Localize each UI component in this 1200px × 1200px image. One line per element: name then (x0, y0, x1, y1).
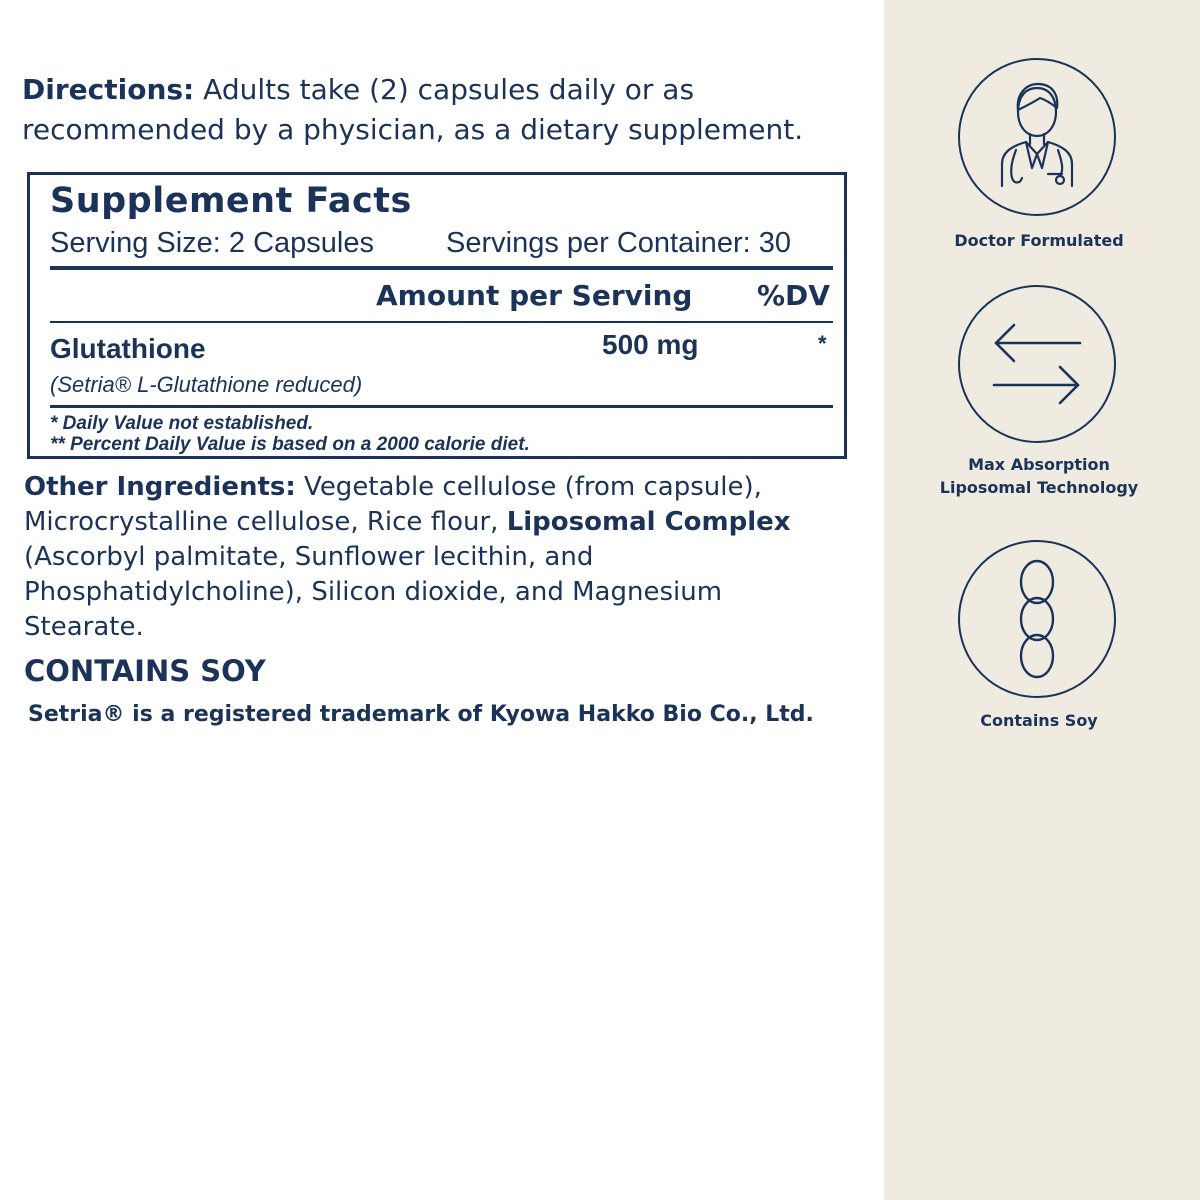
dv-header: %DV (757, 279, 830, 312)
footnote-percent-dv: ** Percent Daily Value is based on a 2000 calorie diet. (50, 434, 530, 455)
other-ingredients-label: Other Ingredients: (24, 472, 296, 502)
exchange-arrows-icon (960, 287, 1114, 441)
doctor-formulated-label (900, 229, 1178, 252)
soy-badge (958, 540, 1116, 698)
other-ingredients-text (24, 470, 844, 645)
doctor-badge (958, 58, 1116, 216)
directions-label: Directions: (22, 73, 195, 106)
max-absorption-label (900, 453, 1178, 499)
allergen-statement: CONTAINS SOY (24, 654, 266, 688)
amount-per-serving-header: Amount per Serving (376, 279, 693, 312)
other-ingredients-part-1: Vegetable cellulose (from capsule), Microcrystalline cellulose, Rice flour, (24, 472, 762, 537)
facts-divider-bottom (50, 405, 833, 408)
facts-divider-header (50, 321, 833, 323)
contains-soy-line-1: Contains Soy (980, 711, 1098, 730)
footnote-daily-value: * Daily Value not established. (50, 413, 314, 434)
ingredient-amount: 500 mg (602, 329, 699, 360)
ingredient-dv: * (818, 331, 827, 356)
other-ingredients-part-2: (Ascorbyl palmitate, Sunflower lecithin, and Phosphatidylcholine), Silicon dioxide, and Magnesium Stearate. (24, 542, 723, 642)
liposomal-complex-label: Liposomal Complex (506, 507, 791, 537)
facts-divider-thick (50, 266, 833, 270)
supplement-facts-panel (27, 172, 847, 459)
doctor-icon (960, 60, 1114, 214)
ingredient-name: Glutathione (50, 333, 206, 364)
max-absorption-line-1: Max Absorption (968, 455, 1110, 474)
servings-per-container: Servings per Container: 30 (446, 227, 791, 259)
max-absorption-line-2: Liposomal Technology (939, 478, 1139, 497)
supplement-facts-title: Supplement Facts (50, 181, 412, 221)
ingredient-source: (Setria® L-Glutathione reduced) (50, 372, 363, 397)
directions-text (22, 70, 862, 150)
contains-soy-label (900, 709, 1178, 732)
soy-pod-icon (960, 542, 1114, 696)
absorption-badge (958, 285, 1116, 443)
doctor-formulated-line-1: Doctor Formulated (954, 231, 1124, 250)
directions-body: Adults take (2) capsules daily or as recommended by a physician, as a dietary supplement. (22, 73, 804, 146)
trademark-notice: Setria® is a registered trademark of Kyowa Hakko Bio Co., Ltd. (28, 702, 814, 727)
serving-size: Serving Size: 2 Capsules (50, 227, 374, 259)
